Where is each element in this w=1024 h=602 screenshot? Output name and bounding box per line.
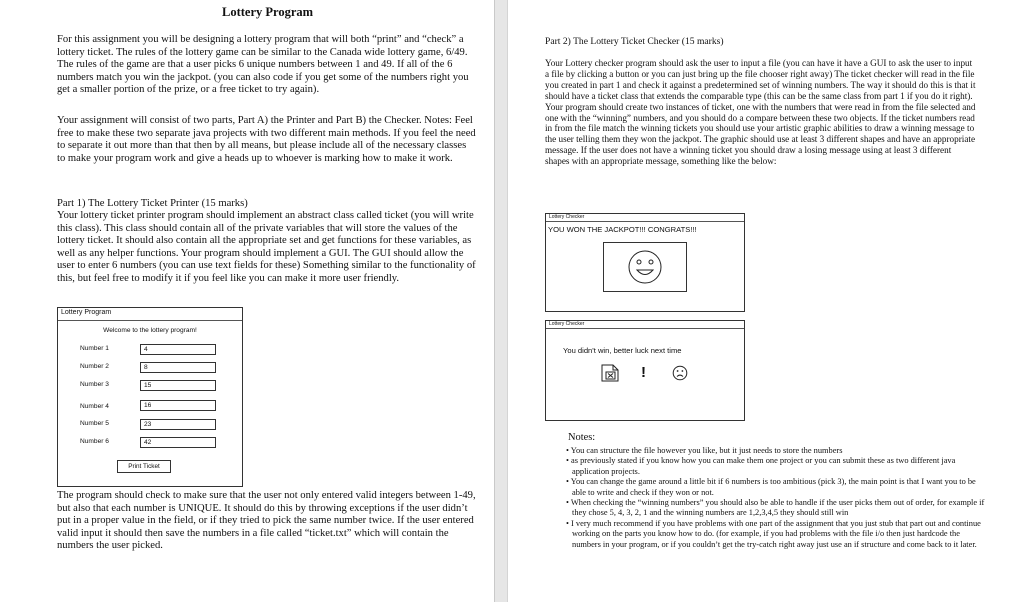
bullet: •	[566, 456, 569, 466]
sad-face-icon	[672, 365, 688, 381]
title-bar-divider	[58, 320, 242, 321]
assignment-paragraph: Your assignment will consist of two parts, Part A) the Printer and Part B) the Checker. Notes: Feel free to make these two separate java projects with two different main methods. If you feel the need to separate it out more than that then by all means, but please include all of the necessary classes to make your program work and give a heads up to whoever is marking how to make it work.	[57, 115, 476, 164]
validation-paragraph: The program should check to make sure that the user not only entered valid integers between 1-49, but also that each number is UNIQUE. It should do this by throwing exceptions if the user didn’t put in a proper value in the field, or if they tried to pick the same number twice. If the user entered valid input it should then save the numbers in a file called “ticket.txt” which will contain the numbers the user picked.	[57, 490, 476, 551]
right-page	[508, 0, 1024, 602]
exclamation-mark: !	[641, 364, 646, 381]
win-graphic-frame	[603, 242, 687, 292]
lose-message: You didn't win, better luck next time	[563, 346, 682, 355]
page-gutter	[494, 0, 508, 602]
number-4-field[interactable]: 16	[140, 400, 216, 411]
win-message: YOU WON THE JACKPOT!!! CONGRATS!!!	[548, 225, 697, 234]
bullet: •	[566, 518, 569, 528]
list-item: • You can change the game around a little bit if 6 numbers is too ambitious (pick 3), the main point is that I want you to be able to write and check if they won or not.	[566, 477, 976, 497]
notes-list	[566, 446, 986, 550]
left-page	[0, 0, 494, 602]
part2-paragraph: Your Lottery checker program should ask the user to input a file (you can have it have a GUI to ask the user to input a file by clicking a button or you can just bring up the file chooser right away) The ticket checker will read in the file you created in part 1 and check it against a predetermined set of winning numbers. The way it should do this is that it should have a ticket class that extends the comparable type (this can be the same class from part 1 if you do it right). Your program should create two instances of ticket, one with the numbers that were read in from the file selected and one with the “winning” numbers, and you should do a compare between these two objects. If the ticket numbers read in from the file match the winning tickets you should use your artistic graphic abilities to draw a winning message to the user telling them they won the jackpot. The graphic should use at least 3 different shapes and have an appropriate message. If the user does not have a winning ticket you should draw a losing message using at least 3 different shapes with an appropriate message, something like the below:	[545, 58, 976, 167]
number-2-field[interactable]: 8	[140, 362, 216, 373]
welcome-label: Welcome to the lottery program!	[103, 327, 197, 334]
number-1-label: Number 1	[80, 345, 109, 352]
lose-gui-mockup	[545, 320, 745, 421]
win-gui-mockup	[545, 213, 745, 312]
list-item: • I very much recommend if you have problems with one part of the assignment that you just stub that part out and continue working on the parts you know how to do. (for example, if you had problems with the file i/o then just hardcode the numbers in your program, or if you couldn’t get the try-catch right away just use an if structure and come back to it later.	[566, 518, 981, 549]
notes-heading: Notes:	[568, 432, 596, 443]
part1-paragraph: Your lottery ticket printer program should implement an abstract class called ticket (you will write this class). This class should contain all of the private variables that will store the values of the lottery ticket. It should also contain all the appropriate set and get functions for these variables, as well as any helper functions. Your program should implement a GUI. The GUI should allow the user to enter 6 numbers (you can use text fields for these) Something similar to the functionality of this, but feel free to modify it if you feel like you can make it more user friendly.	[57, 210, 476, 284]
list-item: • When checking the “winning numbers” you should also be able to handle if the user picks them out of order, for example if they chose 5, 4, 3, 2, 1 and the winning numbers are 1,2,3,4,5 they should still win	[566, 498, 985, 518]
number-5-field[interactable]: 23	[140, 419, 216, 430]
broken-image-icon	[600, 363, 620, 383]
printer-window-title: Lottery Program	[61, 309, 112, 316]
lose-window-title: Lottery Checker	[549, 321, 585, 327]
smiley-face-icon	[604, 243, 686, 291]
bullet: •	[566, 477, 569, 487]
bullet: •	[566, 446, 569, 455]
printer-gui-mockup	[57, 307, 243, 487]
number-3-field[interactable]: 15	[140, 380, 216, 391]
document-title: Lottery Program	[222, 5, 314, 19]
list-item: • as previously stated if you know how you can make them one project or you can submit these as two different java application projects.	[566, 456, 956, 476]
number-6-label: Number 6	[80, 438, 109, 445]
print-ticket-button[interactable]: Print Ticket	[117, 460, 171, 473]
number-3-label: Number 3	[80, 381, 109, 388]
win-window-title: Lottery Checker	[549, 214, 585, 220]
part2-heading: Part 2) The Lottery Ticket Checker (15 marks)	[545, 36, 724, 47]
bullet: •	[566, 498, 569, 508]
number-4-label: Number 4	[80, 403, 109, 410]
list-item: • You can structure the file however you like, but it just needs to store the numbers	[566, 446, 843, 455]
title-bar-divider	[546, 221, 744, 222]
number-2-label: Number 2	[80, 363, 109, 370]
part1-heading: Part 1) The Lottery Ticket Printer (15 marks)	[57, 198, 248, 209]
intro-paragraph: For this assignment you will be designing a lottery program that will both “print” and “check” a lottery ticket. The rules of the lottery game can be similar to the Canada wide lottery game, 6/49. The rules of the game are that a user picks 6 unique numbers between 1 and 49. If all of the 6 numbers match you win the jackpot. (you can also code if you get some of the numbers right you get a smaller portion of the prize, or a free ticket to try again).	[57, 34, 469, 95]
number-1-field[interactable]: 4	[140, 344, 216, 355]
number-5-label: Number 5	[80, 420, 109, 427]
title-bar-divider	[546, 328, 744, 329]
number-6-field[interactable]: 42	[140, 437, 216, 448]
